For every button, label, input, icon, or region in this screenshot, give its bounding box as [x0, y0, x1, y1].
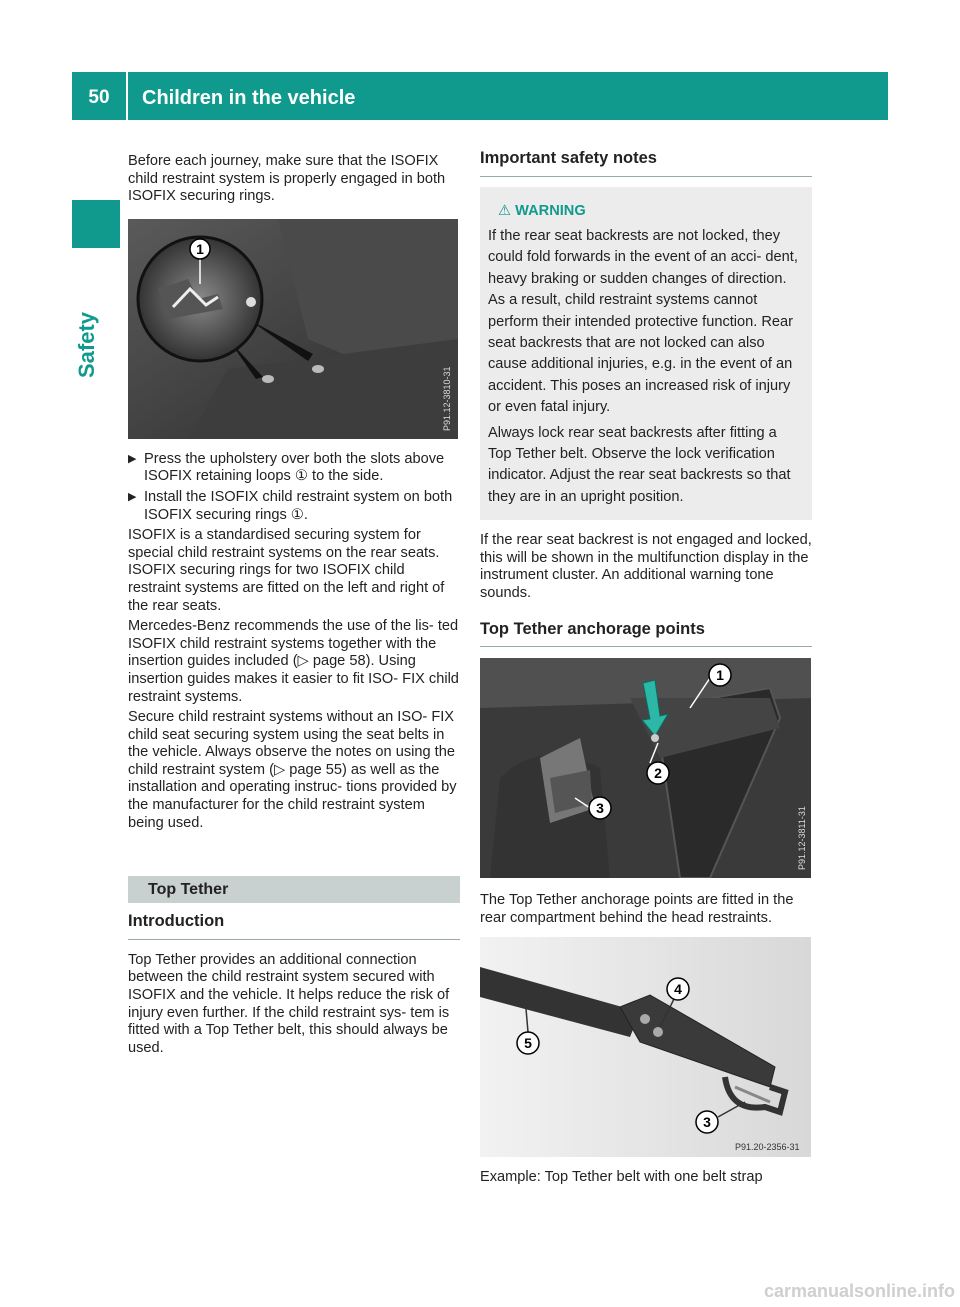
safety-notes-heading: Important safety notes [480, 150, 812, 177]
introduction-heading: Introduction [128, 913, 460, 940]
recommendation-paragraph: Mercedes-Benz recommends the use of the lis- ted ISOFIX child restraint systems together with the insertion guides included (▷ page 58). Using insertion guides makes it easier to fit ISO- FIX child restraint systems. [128, 618, 459, 705]
right-column [480, 150, 812, 1187]
anchorage-heading: Top Tether anchorage points [480, 621, 812, 648]
photo2-callout-1: 1 [716, 667, 724, 684]
intro-paragraph: Before each journey, make sure that the ISOFIX child restraint system is properly engaged in both ISOFIX securing rings. [128, 153, 446, 205]
chapter-title: Children in the vehicle [142, 87, 356, 109]
warning-text-1: If the rear seat backrests are not locked, they could fold forwards in the event of an acci- dent, heavy braking or sudden changes of direction. As a result, child restraint systems cannot perform their intended protective function. Rear seat backrests that are not locked can also cause additional injuries, e.g. in the event of an accident. This poses an increased risk of injury or even fatal injury. [488, 228, 798, 416]
photo1-callout-1: 1 [196, 240, 204, 257]
arrow-icon: ▶ [128, 452, 137, 465]
photo2-callout-3: 3 [596, 800, 604, 817]
footer-watermark [0, 1280, 960, 1302]
backrest-paragraph: If the rear seat backrest is not engaged and locked, this will be shown in the multifunction display in the instrument cluster. An additional warning tone sounds. [480, 532, 812, 602]
photo2-callout-2: 2 [654, 765, 662, 782]
step-item [128, 489, 460, 524]
top-tether-intro: Top Tether provides an additional connection between the child restraint system secured with ISOFIX and the vehicle. It helps reduce the risk of injury even further. If the child restraint sys- tem is fitted with a Top Tether belt, this should always be used. [128, 951, 450, 1056]
warning-box [480, 187, 812, 521]
warning-text-2: Always lock rear seat backrests after fitting a Top Tether belt. Observe the lock verification indicator. Adjust the rear seat backrests so that they are in an upright position. [488, 424, 791, 505]
photo3-callout-3: 3 [703, 1114, 711, 1131]
photo1-code: P91.12-3810-31 [442, 366, 452, 431]
section-marker [72, 200, 120, 248]
step-item [128, 451, 460, 486]
svg-text:carmanualsonline.info: carmanualsonline.info [763, 1281, 955, 1301]
page-number: 50 [88, 87, 110, 108]
belt-photo [480, 937, 811, 1157]
watermark-logo [0, 1280, 960, 1302]
section-banner: Top Tether [128, 876, 460, 903]
belt-illustration [480, 937, 811, 1157]
section-label: Safety [74, 311, 99, 378]
header-divider [126, 72, 128, 120]
left-column [128, 153, 460, 1057]
page-header [72, 72, 888, 120]
step2-text: Install the ISOFIX child restraint system on both ISOFIX securing rings ①. [144, 488, 453, 523]
isofix-paragraph: ISOFIX is a standardised securing system for special child restraint systems on the rear seats. ISOFIX securing rings for two ISOFIX child restraint systems are fitted on the left and right of the rear seats. [128, 527, 445, 614]
anchorage-paragraph: The Top Tether anchorage points are fitted in the rear compartment behind the head restraints. [480, 892, 794, 926]
warning-icon: ⚠ [498, 202, 512, 219]
isofix-photo [128, 219, 458, 439]
belt-caption: Example: Top Tether belt with one belt strap [480, 1169, 763, 1186]
isofix-seat-illustration [128, 219, 458, 439]
photo3-callout-4: 4 [674, 981, 682, 998]
arrow-icon: ▶ [128, 490, 137, 503]
step1-text: Press the upholstery over both the slots above ISOFIX retaining loops ① to the side. [144, 450, 445, 485]
anchorage-photo [480, 658, 811, 878]
warning-header [488, 201, 804, 222]
photo3-callout-5: 5 [524, 1035, 532, 1052]
photo3-code: P91.20-2356-31 [735, 1142, 800, 1153]
warning-label: WARNING [515, 202, 586, 219]
securing-paragraph: Secure child restraint systems without an ISO- FIX child seat securing system using the seat belts in the vehicle. Always observe the notes on using the child restraint system (▷ page 55) as well as the installation and operating instruc- tions provided by the manufacturer for the child restraint system being used. [128, 709, 457, 831]
photo2-code: P91.12-3811-31 [797, 806, 807, 871]
anchorage-illustration [480, 658, 811, 878]
